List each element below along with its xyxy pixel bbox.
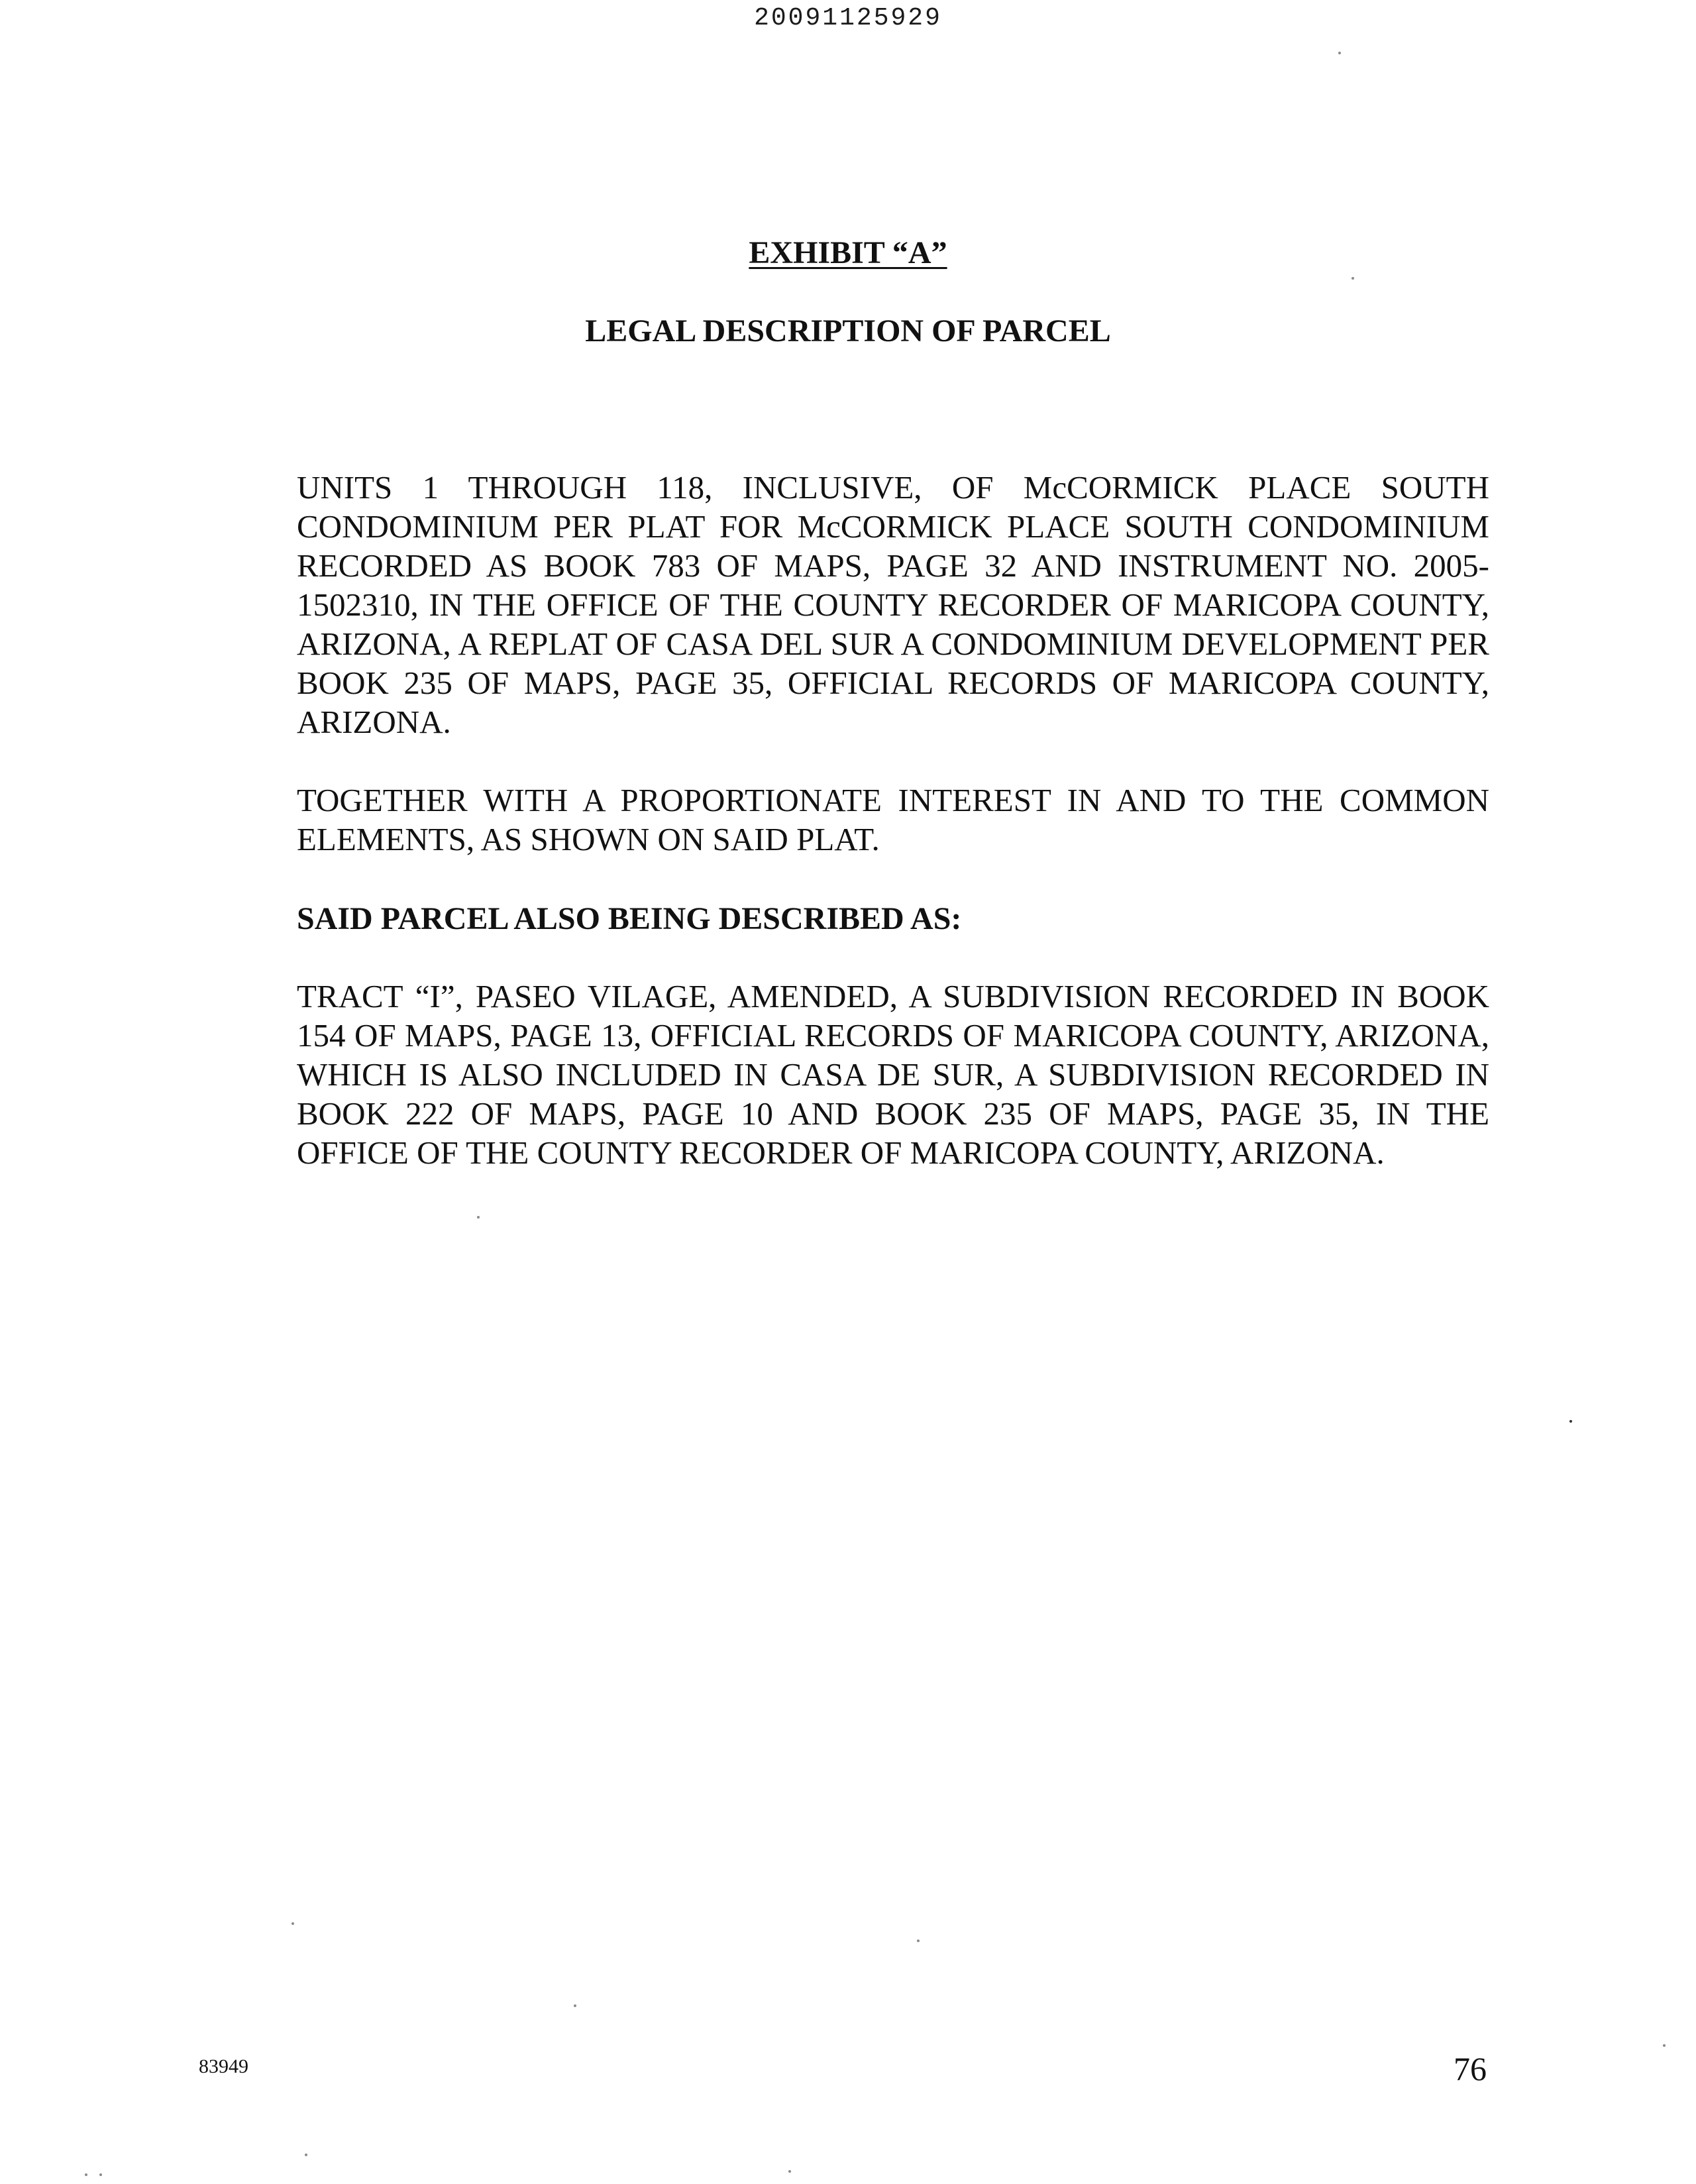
scan-speck (99, 2173, 102, 2176)
recording-number: 20091125929 (754, 4, 942, 32)
scan-speck (1569, 1420, 1572, 1423)
scan-speck (305, 2154, 307, 2156)
scan-speck (1338, 52, 1341, 54)
reference-number: 83949 (199, 2055, 248, 2077)
also-described-heading: SAID PARCEL ALSO BEING DESCRIBED AS: (297, 901, 962, 936)
parcel-description-paragraph: UNITS 1 THROUGH 118, INCLUSIVE, OF McCORMICK PLACE SOUTH CONDOMINIUM PER PLAT FOR McCORMICK PLACE SOUTH CONDOMINIUM RECORDED AS BOOK 783 OF MAPS, PAGE 32 AND INSTRUMENT NO. 2005-1502310, IN THE OFFICE OF THE COUNTY RECORDER OF MARICOPA COUNTY, ARIZONA, A REPLAT OF CASA DEL SUR A CONDOMINIUM DEVELOPMENT PER BOOK 235 OF MAPS, PAGE 35, OFFICIAL RECORDS OF MARICOPA COUNTY, ARIZONA. (297, 469, 1489, 740)
scan-speck (917, 1939, 920, 1942)
scan-speck (574, 2004, 576, 2007)
tract-description-paragraph: TRACT “I”, PASEO VILAGE, AMENDED, A SUBDIVISION RECORDED IN BOOK 154 OF MAPS, PAGE 13, OFFICIAL RECORDS OF MARICOPA COUNTY, ARIZONA, WHICH IS ALSO INCLUDED IN CASA DE SUR, A SUBDIVISION RECORDED IN BOOK 222 OF MAPS, PAGE 10 AND BOOK 235 OF MAPS, PAGE 35, IN THE OFFICE OF THE COUNTY RECORDER OF MARICOPA COUNTY, ARIZONA. (297, 978, 1489, 1171)
common-elements-paragraph: TOGETHER WITH A PROPORTIONATE INTEREST IN AND TO THE COMMON ELEMENTS, AS SHOWN ON SAID PLAT. (297, 782, 1489, 857)
scan-speck (477, 1216, 480, 1219)
exhibit-title: EXHIBIT “A” (749, 235, 947, 270)
legal-description-title: LEGAL DESCRIPTION OF PARCEL (585, 313, 1111, 349)
scan-speck (788, 2170, 791, 2173)
scan-speck (85, 2173, 87, 2176)
page-number: 76 (1454, 2050, 1487, 2087)
scan-speck (292, 1922, 294, 1925)
scan-speck (1663, 2044, 1666, 2047)
scan-speck (1352, 277, 1354, 280)
